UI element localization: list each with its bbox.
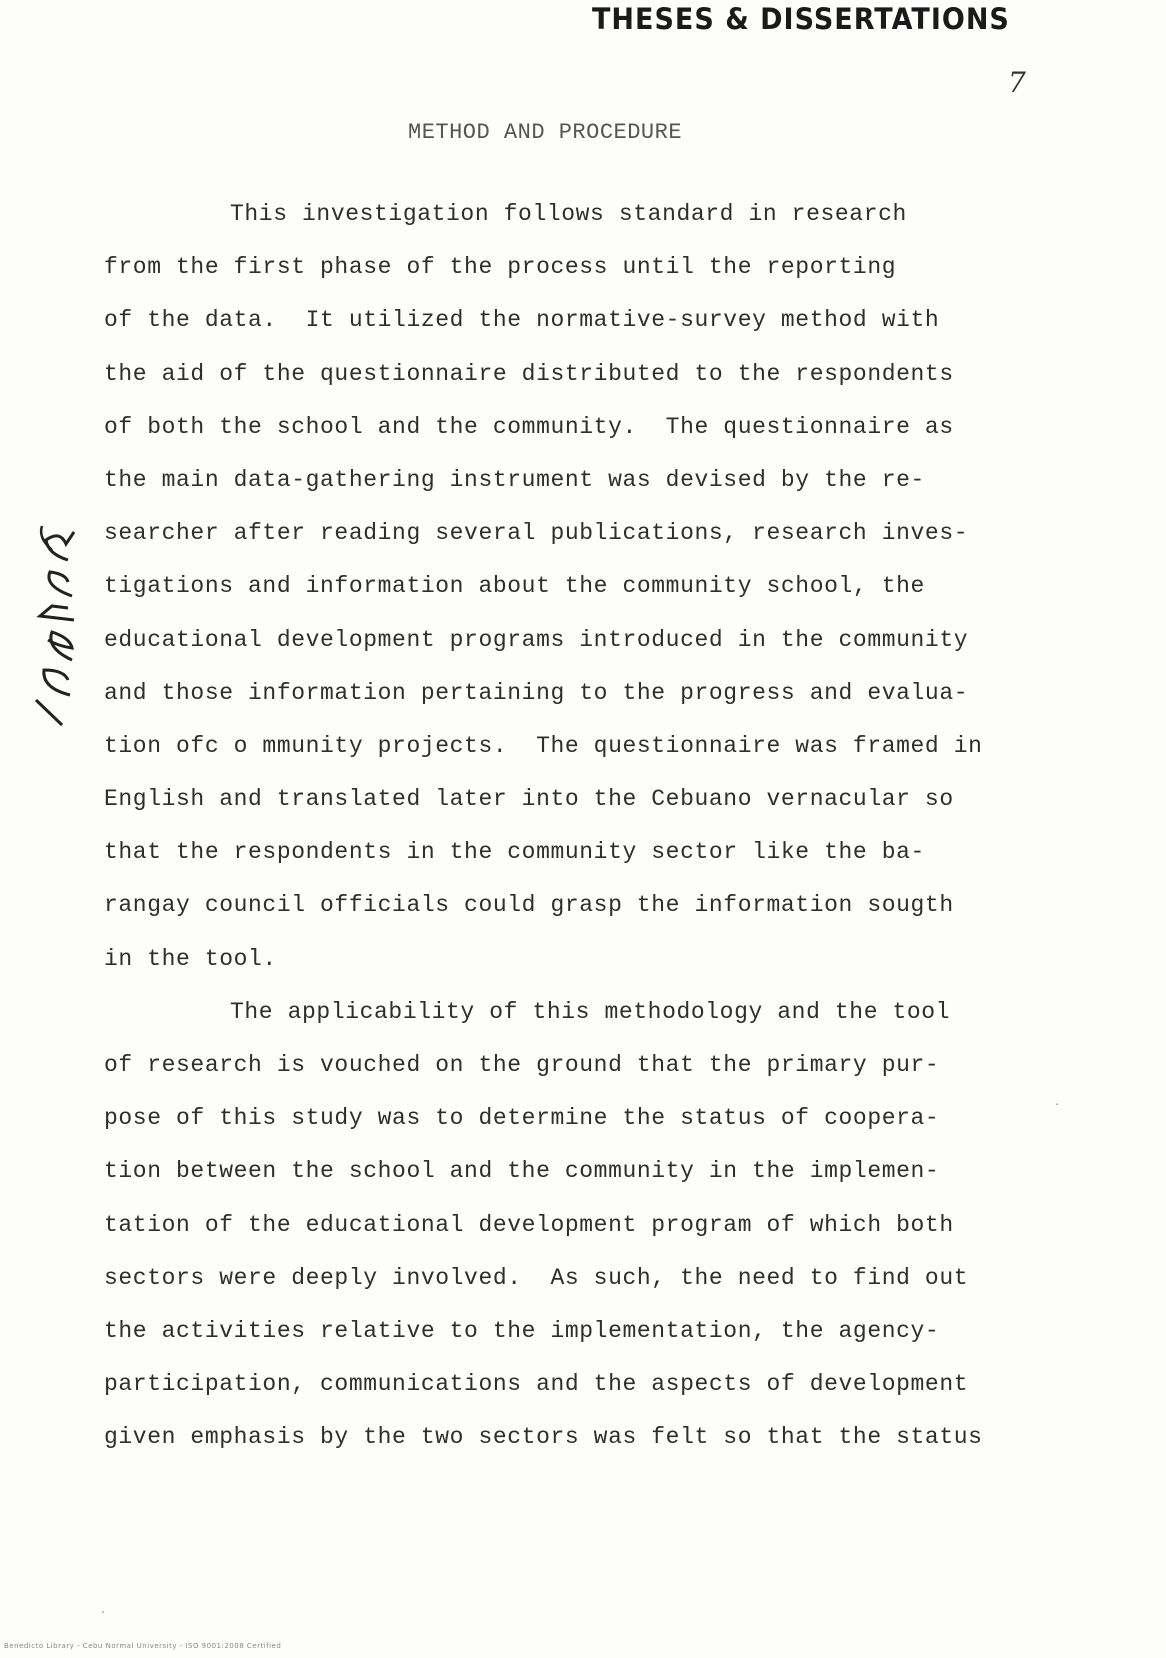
text-line: participation, communications and the aspects of development (104, 1371, 969, 1398)
text-line: English and translated later into the Cebuano vernacular so (104, 786, 954, 813)
text-line: of the data. It utilized the normative-survey method with (104, 307, 940, 334)
stray-mark: · (1054, 1100, 1061, 1111)
text-line: from the first phase of the process until the reporting (104, 254, 897, 281)
text-line: tion ofc o mmunity projects. The questionnaire was framed in (104, 732, 983, 759)
handwriting-scribble-icon (22, 520, 82, 740)
section-heading: METHOD AND PROCEDURE (408, 120, 683, 145)
stray-mark: · (100, 1608, 107, 1619)
text-line: sectors were deeply involved. As such, the need to find out (104, 1264, 969, 1291)
text-line: tigations and information about the community school, the (104, 573, 925, 600)
text-line: This investigation follows standard in research (230, 201, 907, 227)
text-line: that the respondents in the community sector like the ba- (104, 839, 925, 866)
theses-dissertations-stamp: THESES & DISSERTATIONS (592, 2, 1010, 37)
text-line: of research is vouched on the ground that the primary pur- (104, 1052, 940, 1078)
text-line: given emphasis by the two sectors was felt so that the status (104, 1424, 983, 1451)
text-line: searcher after reading several publications, research inves- (104, 520, 969, 547)
text-line: The applicability of this methodology and the tool (230, 998, 951, 1025)
page-number: 7 (1008, 66, 1026, 99)
text-line: educational development programs introduced in the community (104, 626, 969, 653)
text-line: the activities relative to the implementation, the agency- (104, 1317, 940, 1344)
text-line: and those information pertaining to the progress and evalua- (104, 679, 969, 706)
body-text (104, 188, 1134, 1465)
footer-library-note: Benedicto Library - Cebu Normal University - ISO 9001:2008 Certified (4, 1642, 282, 1650)
handwritten-accession-note (22, 520, 82, 740)
text-line: the aid of the questionnaire distributed to the respondents (104, 360, 954, 387)
text-line: the main data-gathering instrument was devised by the re- (104, 466, 925, 493)
text-line: of both the school and the community. The questionnaire as (104, 413, 954, 440)
text-line: rangay council officials could grasp the information sougth (104, 892, 954, 919)
text-line: pose of this study was to determine the status of coopera- (104, 1105, 940, 1132)
text-line: tation of the educational development program of which both (104, 1211, 954, 1238)
text-line: tion between the school and the community in the implemen- (104, 1158, 940, 1185)
text-line: in the tool. (104, 945, 277, 972)
